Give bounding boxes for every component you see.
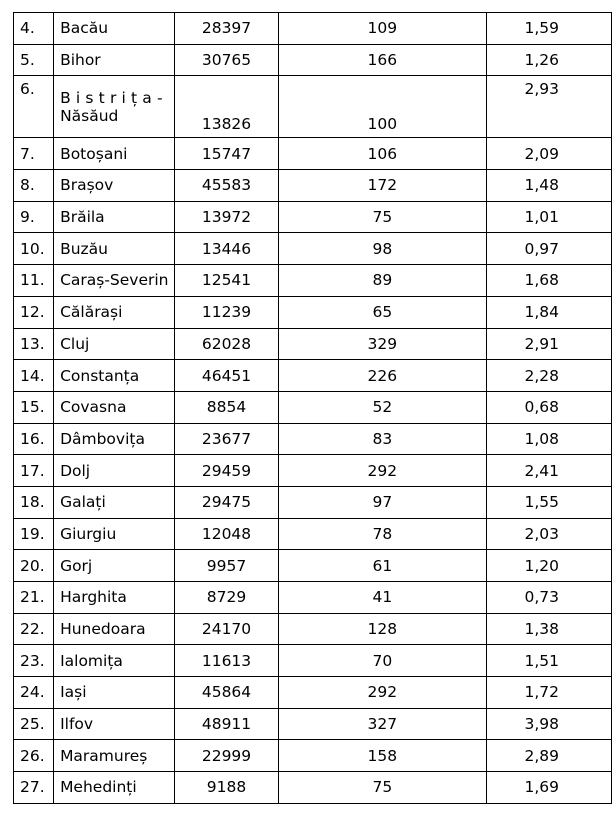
row-number: 24. [14, 677, 54, 709]
table-row [14, 550, 612, 582]
row-number: 21. [14, 582, 54, 614]
table-row [14, 170, 612, 202]
county-name: Maramureș [54, 740, 175, 772]
county-name: Hunedoara [54, 613, 175, 645]
table-row [14, 296, 612, 328]
value-col-4: 172 [278, 170, 486, 202]
county-name: Cluj [54, 328, 175, 360]
value-col-3: 9188 [175, 772, 278, 804]
value-col-4: 98 [278, 233, 486, 265]
value-col-3: 11613 [175, 645, 278, 677]
value-col-4: 158 [278, 740, 486, 772]
county-statistics-table [13, 12, 612, 804]
value-col-3: 12541 [175, 265, 278, 297]
value-col-5: 2,89 [487, 740, 612, 772]
table-row [14, 772, 612, 804]
value-col-3: 12048 [175, 518, 278, 550]
table-row [14, 138, 612, 170]
table-row [14, 76, 612, 138]
value-col-3: 15747 [175, 138, 278, 170]
value-col-3: 62028 [175, 328, 278, 360]
county-name: Botoșani [54, 138, 175, 170]
value-col-5: 0,68 [487, 391, 612, 423]
value-col-4: 100 [278, 76, 486, 138]
row-number: 10. [14, 233, 54, 265]
table-row [14, 582, 612, 614]
value-col-4: 75 [278, 772, 486, 804]
value-col-5: 1,20 [487, 550, 612, 582]
county-name: Covasna [54, 391, 175, 423]
value-col-4: 61 [278, 550, 486, 582]
value-col-4: 41 [278, 582, 486, 614]
county-name: Brăila [54, 201, 175, 233]
county-name: Buzău [54, 233, 175, 265]
value-col-4: 106 [278, 138, 486, 170]
row-number: 11. [14, 265, 54, 297]
table-row [14, 645, 612, 677]
value-col-5: 1,68 [487, 265, 612, 297]
table-row [14, 360, 612, 392]
value-col-5: 1,26 [487, 44, 612, 76]
row-number: 14. [14, 360, 54, 392]
value-col-5: 2,09 [487, 138, 612, 170]
value-col-5: 1,48 [487, 170, 612, 202]
value-col-5: 2,91 [487, 328, 612, 360]
value-col-3: 23677 [175, 423, 278, 455]
value-col-3: 11239 [175, 296, 278, 328]
row-number: 27. [14, 772, 54, 804]
value-col-3: 48911 [175, 708, 278, 740]
value-col-3: 45583 [175, 170, 278, 202]
value-col-4: 128 [278, 613, 486, 645]
value-col-3: 13826 [175, 76, 278, 138]
county-name: Mehedinți [54, 772, 175, 804]
value-col-3: 29475 [175, 486, 278, 518]
table-row [14, 518, 612, 550]
table-row [14, 708, 612, 740]
value-col-5: 1,69 [487, 772, 612, 804]
value-col-3: 22999 [175, 740, 278, 772]
value-col-3: 24170 [175, 613, 278, 645]
table-row [14, 44, 612, 76]
value-col-3: 30765 [175, 44, 278, 76]
value-col-5: 1,38 [487, 613, 612, 645]
row-number: 13. [14, 328, 54, 360]
row-number: 20. [14, 550, 54, 582]
value-col-4: 70 [278, 645, 486, 677]
county-name: Gorj [54, 550, 175, 582]
value-col-4: 89 [278, 265, 486, 297]
row-number: 12. [14, 296, 54, 328]
value-col-5: 1,08 [487, 423, 612, 455]
table-row [14, 613, 612, 645]
county-name: Bihor [54, 44, 175, 76]
row-number: 8. [14, 170, 54, 202]
value-col-3: 13972 [175, 201, 278, 233]
value-col-3: 8729 [175, 582, 278, 614]
value-col-3: 9957 [175, 550, 278, 582]
row-number: 4. [14, 13, 54, 45]
row-number: 9. [14, 201, 54, 233]
county-name: Ialomița [54, 645, 175, 677]
county-name: Harghita [54, 582, 175, 614]
value-col-5: 1,84 [487, 296, 612, 328]
value-col-3: 29459 [175, 455, 278, 487]
table-row [14, 233, 612, 265]
value-col-4: 75 [278, 201, 486, 233]
table-row [14, 486, 612, 518]
county-name: Dolj [54, 455, 175, 487]
table-row [14, 455, 612, 487]
value-col-5: 2,28 [487, 360, 612, 392]
value-col-5: 1,72 [487, 677, 612, 709]
value-col-4: 52 [278, 391, 486, 423]
value-col-4: 329 [278, 328, 486, 360]
row-number: 16. [14, 423, 54, 455]
row-number: 22. [14, 613, 54, 645]
value-col-4: 78 [278, 518, 486, 550]
value-col-5: 3,98 [487, 708, 612, 740]
table-row [14, 677, 612, 709]
value-col-4: 166 [278, 44, 486, 76]
row-number: 6. [14, 76, 54, 138]
value-col-5: 0,97 [487, 233, 612, 265]
value-col-5: 1,51 [487, 645, 612, 677]
row-number: 18. [14, 486, 54, 518]
county-name: Constanța [54, 360, 175, 392]
county-name-line-1: Bistrița- [60, 88, 168, 107]
row-number: 23. [14, 645, 54, 677]
table-row [14, 423, 612, 455]
row-number: 15. [14, 391, 54, 423]
value-col-4: 97 [278, 486, 486, 518]
county-name: Caraș-Severin [54, 265, 175, 297]
table-row [14, 391, 612, 423]
value-col-4: 292 [278, 677, 486, 709]
value-col-5: 2,03 [487, 518, 612, 550]
row-number: 5. [14, 44, 54, 76]
county-name-line-2: Năsăud [60, 106, 119, 125]
table-row [14, 740, 612, 772]
county-name: Brașov [54, 170, 175, 202]
value-col-5: 2,41 [487, 455, 612, 487]
value-col-3: 45864 [175, 677, 278, 709]
value-col-5: 1,59 [487, 13, 612, 45]
row-number: 17. [14, 455, 54, 487]
county-name [54, 76, 175, 138]
value-col-3: 46451 [175, 360, 278, 392]
table-row [14, 265, 612, 297]
value-col-4: 292 [278, 455, 486, 487]
row-number: 25. [14, 708, 54, 740]
table-row [14, 201, 612, 233]
value-col-5: 2,93 [487, 76, 612, 138]
row-number: 19. [14, 518, 54, 550]
county-name: Dâmbovița [54, 423, 175, 455]
table-row [14, 328, 612, 360]
value-col-3: 13446 [175, 233, 278, 265]
value-col-4: 226 [278, 360, 486, 392]
county-name: Călărași [54, 296, 175, 328]
value-col-4: 327 [278, 708, 486, 740]
county-name: Giurgiu [54, 518, 175, 550]
value-col-5: 1,01 [487, 201, 612, 233]
county-name: Bacău [54, 13, 175, 45]
value-col-4: 109 [278, 13, 486, 45]
value-col-4: 83 [278, 423, 486, 455]
row-number: 26. [14, 740, 54, 772]
value-col-4: 65 [278, 296, 486, 328]
county-name: Ilfov [54, 708, 175, 740]
value-col-5: 0,73 [487, 582, 612, 614]
county-name: Iași [54, 677, 175, 709]
table-row [14, 13, 612, 45]
county-name: Galați [54, 486, 175, 518]
value-col-3: 8854 [175, 391, 278, 423]
row-number: 7. [14, 138, 54, 170]
value-col-5: 1,55 [487, 486, 612, 518]
value-col-3: 28397 [175, 13, 278, 45]
